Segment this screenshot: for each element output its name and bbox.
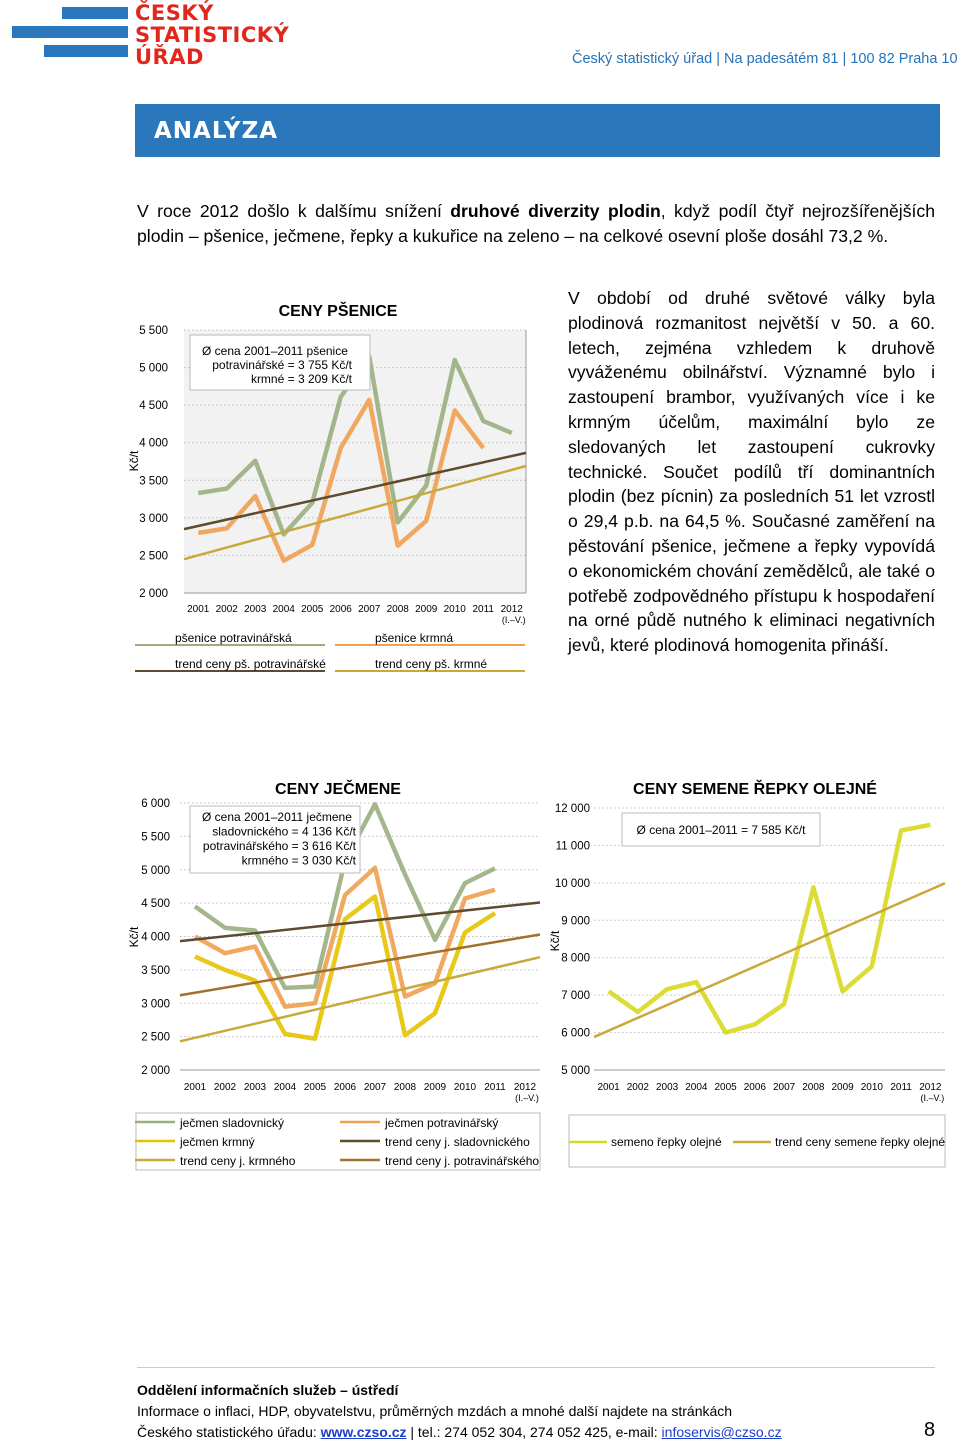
intro-text-1: V roce 2012 došlo k dalšímu snížení	[137, 201, 451, 221]
legend-label: semeno řepky olejné	[611, 1135, 722, 1149]
x-tick-label: 2008	[802, 1082, 825, 1093]
x-tick-label: 2006	[333, 1082, 357, 1093]
x-tick-label: 2004	[685, 1082, 708, 1093]
x-tick-label: 2002	[626, 1082, 649, 1093]
footer-phone: | tel.: 274 052 304, 274 052 425, e-mail:	[406, 1424, 662, 1440]
series-line	[609, 825, 931, 1033]
annotation-text: Ø cena 2001–2011 = 7 585 Kč/t	[636, 823, 806, 837]
x-tick-label: 2010	[860, 1082, 883, 1093]
y-tick-label: 11 000	[555, 840, 590, 853]
page-number: 8	[924, 1419, 936, 1441]
y-tick-label: 7 000	[561, 990, 590, 1003]
x-tick-label: 2011	[472, 604, 495, 615]
chart-title: CENY SEMENE ŘEPKY OLEJNÉ	[633, 781, 877, 798]
side-paragraph: V období od druhé světové války byla plodinová rozmanitost největší v 50. a 60. letech, zejména vzhledem k druhově vyváženému obilnářství. Významné bylo i zastoupení brambor, využívaných více i ke krmným účelům, maximální bylo ze sledovaných let zastoupení cukrovky technické. Součet podílů tří dominantních plodin (bez pícnin) za posledních 51 let vzrostl o 29,4 p.b. na 64,5 %. Současné zaměření na pěstování pšenice, ječmene a řepky vypovídá o ekonomickém chování zemědělců, ale také o potřebě zodpovědného přístupu k hospodaření na orné půdě nutného k eliminaci negativních jevů, které plodinová homogenita přináší.	[568, 288, 935, 656]
legend-label: ječmen sladovnický	[180, 1116, 285, 1130]
x-tick-label: 2003	[656, 1082, 679, 1093]
y-tick-label: 10 000	[554, 877, 590, 890]
x-tick-label: 2008	[393, 1082, 417, 1093]
intro-text-2: , když podíl čtyř nejrozšířenějších plodin – pšenice, ječmene, řepky a kukuřice na zeleno – na celkové osevní ploše dosáhl 73,2 %.	[137, 201, 935, 246]
y-tick-label: 3 500	[139, 475, 168, 488]
x-tick-label: 2007	[363, 1082, 387, 1093]
trend-line	[180, 934, 540, 995]
y-tick-label: 2 000	[139, 588, 168, 600]
y-tick-label: 2 500	[139, 550, 168, 563]
x-tick-label: 2001	[183, 1082, 207, 1093]
x-tick-label: 2007	[773, 1082, 796, 1093]
annotation-text: potravinářské = 3 755 Kč/t	[212, 358, 352, 372]
y-axis-label: Kč/t	[548, 930, 562, 952]
x-tick-label: 2005	[303, 1082, 327, 1093]
footer-prefix: Českého statistického úřadu:	[137, 1424, 321, 1440]
y-tick-label: 12 000	[554, 803, 590, 815]
x-tick-label: 2003	[244, 604, 267, 615]
y-tick-label: 6 000	[561, 1027, 590, 1040]
annotation-text: krmného = 3 030 Kč/t	[241, 853, 356, 868]
y-axis-label: Kč/t	[127, 926, 141, 948]
logo-line-2: STATISTICKÝ	[135, 23, 290, 47]
y-tick-label: 5 500	[139, 325, 168, 337]
footer-divider	[137, 1367, 935, 1368]
chart-title: CENY JEČMENE	[275, 781, 401, 798]
legend-label: ječmen krmný	[180, 1135, 255, 1149]
x-tick-label: 2005	[714, 1082, 737, 1093]
footer-title: Oddělení informačních služeb – ústředí	[137, 1382, 399, 1398]
annotation-text: sladovnického = 4 136 Kč/t	[212, 824, 356, 839]
x-tick-label: 2001	[597, 1082, 620, 1093]
legend-label: trend ceny j. sladovnického	[385, 1135, 530, 1149]
x-tick-label: 2009	[423, 1082, 447, 1093]
footer-email-link[interactable]: infoservis@czso.cz	[661, 1424, 782, 1440]
legend-label: trend ceny pš. krmné	[375, 657, 488, 671]
x-tick-label: 2002	[213, 1082, 237, 1093]
x-tick-label: 2009	[415, 604, 438, 615]
x-tick-label: 2012	[513, 1082, 537, 1093]
y-tick-label: 4 500	[139, 400, 168, 413]
x-tick-label: 2011	[484, 1082, 506, 1093]
intro-bold: druhové diverzity plodin	[450, 201, 661, 221]
footer-web-link[interactable]: www.czso.cz	[320, 1424, 407, 1440]
legend-label: trend ceny j. krmného	[180, 1154, 296, 1168]
x-tick-label: 2004	[273, 1082, 297, 1093]
legend-label: trend ceny pš. potravinářské	[175, 657, 326, 671]
x-tick-label: 2001	[187, 604, 210, 615]
x-tick-label: 2006	[743, 1082, 766, 1093]
x-tick-label-sub: (I.–V.)	[501, 615, 526, 625]
y-tick-label: 4 500	[141, 898, 170, 911]
x-tick-label: 2010	[443, 604, 466, 615]
y-tick-label: 5 000	[139, 362, 168, 375]
y-tick-label: 9 000	[561, 915, 590, 928]
chart-title: CENY PŠENICE	[278, 303, 398, 320]
legend-label: pšenice potravinářská	[175, 631, 292, 645]
footer-contacts	[137, 1424, 782, 1440]
y-tick-label: 2 500	[141, 1031, 170, 1044]
annotation-text: Ø cena 2001–2011 ječmene	[202, 810, 352, 824]
x-tick-label: 2005	[301, 604, 324, 615]
annotation-text: potravinářského = 3 616 Kč/t	[202, 839, 356, 853]
y-tick-label: 4 000	[141, 931, 170, 944]
logo-line-3: ÚŘAD	[135, 45, 204, 69]
x-tick-label: 2009	[831, 1082, 854, 1093]
y-tick-label: 8 000	[561, 952, 590, 965]
y-axis-label: Kč/t	[127, 450, 141, 472]
footer-info: Informace o inflaci, HDP, obyvatelstvu, průměrných mzdách a mnohé další najdete na stránkách	[137, 1403, 733, 1419]
y-tick-label: 6 000	[141, 798, 170, 810]
legend-label: pšenice krmná	[375, 631, 454, 645]
logo-line-1: ČESKÝ	[135, 1, 214, 25]
y-tick-label: 5 000	[141, 864, 170, 877]
x-tick-label: 2011	[890, 1082, 912, 1093]
x-tick-label: 2008	[386, 604, 409, 615]
y-tick-label: 4 000	[139, 437, 168, 450]
x-tick-label: 2007	[358, 604, 381, 615]
y-tick-label: 2 000	[141, 1065, 170, 1077]
legend-label: trend ceny semene řepky olejné	[775, 1135, 946, 1149]
x-tick-label: 2004	[272, 604, 295, 615]
annotation-text: Ø cena 2001–2011 pšenice	[202, 344, 348, 358]
x-tick-label-sub: (I.–V.)	[920, 1093, 945, 1103]
legend-label: ječmen potravinářský	[385, 1116, 499, 1130]
x-tick-label: 2006	[329, 604, 352, 615]
x-tick-label: 2010	[453, 1082, 477, 1093]
legend-label: trend ceny j. potravinářského	[385, 1154, 540, 1168]
x-tick-label: 2002	[215, 604, 238, 615]
x-tick-label: 2012	[500, 604, 523, 615]
y-tick-label: 3 000	[141, 998, 170, 1011]
x-tick-label-sub: (I.–V.)	[515, 1093, 539, 1103]
y-tick-label: 5 000	[561, 1065, 590, 1077]
y-tick-label: 3 500	[141, 964, 170, 977]
y-tick-label: 3 000	[139, 512, 168, 525]
annotation-text: krmné = 3 209 Kč/t	[250, 372, 352, 386]
x-tick-label: 2003	[243, 1082, 267, 1093]
banner-title: ANALÝZA	[154, 118, 279, 144]
y-tick-label: 5 500	[141, 831, 170, 844]
header-address: Český statistický úřad | Na padesátém 81 | 100 82 Praha 10	[572, 51, 958, 67]
x-tick-label: 2012	[919, 1082, 942, 1093]
